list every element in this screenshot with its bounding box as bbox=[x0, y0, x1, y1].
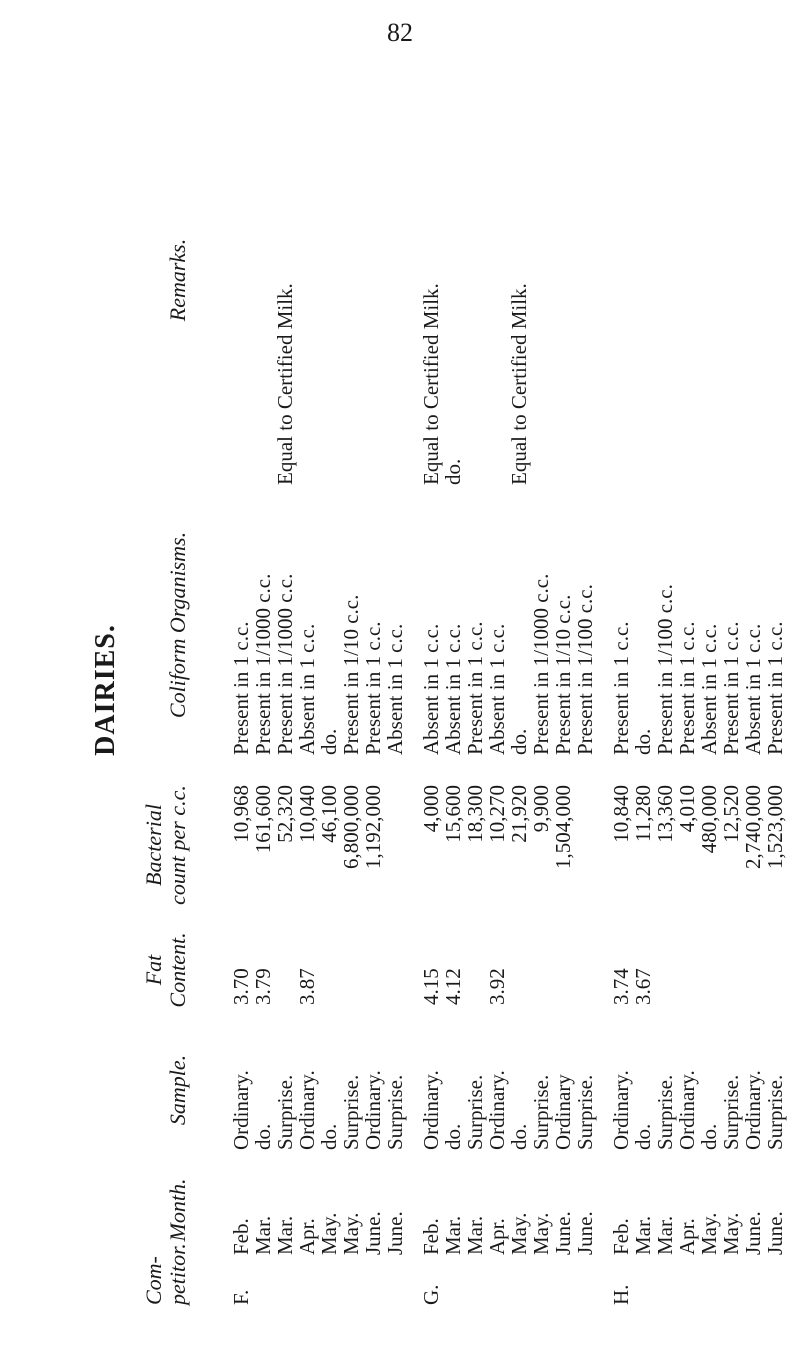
month-cell: Mar. bbox=[251, 1215, 275, 1255]
month-cell: June. bbox=[383, 1211, 407, 1255]
coliform-cell: Present in 1 c.c. bbox=[463, 621, 487, 755]
coliform-cell: Present in 1 c.c. bbox=[763, 621, 787, 755]
fat-content-cell: 3.70 bbox=[229, 968, 253, 1005]
sample-cell: Surprise. bbox=[763, 1074, 787, 1150]
table-row bbox=[632, 75, 654, 1305]
coliform-cell: Absent in 1 c.c. bbox=[383, 623, 407, 755]
table-row bbox=[508, 75, 530, 1305]
coliform-cell: Present in 1/10 c.c. bbox=[339, 594, 363, 755]
coliform-cell: Present in 1/100 c.c. bbox=[653, 584, 677, 755]
coliform-cell: Present in 1/10 c.c. bbox=[551, 594, 575, 755]
bacterial-count-cell: 21,920 bbox=[507, 785, 531, 843]
coliform-cell: Absent in 1 c.c. bbox=[485, 623, 509, 755]
table-row bbox=[318, 75, 340, 1305]
sample-cell: Surprise. bbox=[339, 1074, 363, 1150]
bacterial-count-cell: 10,968 bbox=[229, 785, 253, 843]
month-cell: Mar. bbox=[653, 1215, 677, 1255]
table-row bbox=[610, 75, 632, 1305]
sample-cell: do. bbox=[251, 1123, 275, 1150]
bacterial-count-cell: 15,600 bbox=[441, 785, 465, 843]
table-row bbox=[420, 75, 442, 1305]
fat-content-cell: 3.74 bbox=[609, 968, 633, 1005]
bacterial-count-cell: 10,270 bbox=[485, 785, 509, 843]
sample-cell: do. bbox=[631, 1123, 655, 1150]
bacterial-count-cell: 1,523,000 bbox=[763, 785, 787, 869]
sample-cell: do. bbox=[441, 1123, 465, 1150]
coliform-cell: Present in 1/1000 c.c. bbox=[251, 573, 275, 755]
month-cell: June. bbox=[763, 1211, 787, 1255]
coliform-cell: Present in 1 c.c. bbox=[675, 621, 699, 755]
sample-cell: Ordinary. bbox=[609, 1070, 633, 1150]
sample-cell: Surprise. bbox=[573, 1074, 597, 1150]
month-cell: June. bbox=[551, 1211, 575, 1255]
month-cell: Apr. bbox=[675, 1218, 699, 1255]
sample-cell: Surprise. bbox=[653, 1074, 677, 1150]
sample-cell: Ordinary. bbox=[485, 1070, 509, 1150]
bacterial-count-cell: 10,840 bbox=[609, 785, 633, 843]
competitor-group bbox=[230, 75, 406, 1305]
coliform-cell: Present in 1 c.c. bbox=[719, 621, 743, 755]
table-row bbox=[442, 75, 464, 1305]
competitor-cell: H. bbox=[609, 1284, 633, 1305]
table-row bbox=[362, 75, 384, 1305]
sample-cell: Ordinary. bbox=[741, 1070, 765, 1150]
bacterial-count-cell: 161,600 bbox=[251, 785, 275, 854]
header-bacterial-line1: Bacterial bbox=[141, 804, 166, 886]
table-row bbox=[252, 75, 274, 1305]
sample-cell: Surprise. bbox=[463, 1074, 487, 1150]
sample-cell: Ordinary. bbox=[295, 1070, 319, 1150]
coliform-cell: do. bbox=[317, 728, 341, 755]
table-row bbox=[340, 75, 362, 1305]
bacterial-count-cell: 1,504,000 bbox=[551, 785, 575, 869]
month-cell: Apr. bbox=[295, 1218, 319, 1255]
remarks-cell: Equal to Certified Milk. bbox=[507, 283, 531, 485]
bacterial-count-cell: 52,320 bbox=[273, 785, 297, 843]
bacterial-count-cell: 46,100 bbox=[317, 785, 341, 843]
table-row bbox=[676, 75, 698, 1305]
coliform-cell: Absent in 1 c.c. bbox=[441, 623, 465, 755]
header-month: Month. bbox=[165, 1178, 190, 1242]
coliform-cell: Present in 1 c.c. bbox=[609, 621, 633, 755]
coliform-cell: Absent in 1 c.c. bbox=[697, 623, 721, 755]
coliform-cell: Present in 1 c.c. bbox=[361, 621, 385, 755]
sample-cell: Surprise. bbox=[719, 1074, 743, 1150]
bacterial-count-cell: 4,000 bbox=[419, 785, 443, 833]
month-cell: June. bbox=[741, 1211, 765, 1255]
table-row bbox=[230, 75, 252, 1305]
bacterial-count-cell: 18,300 bbox=[463, 785, 487, 843]
sample-cell: Ordinary. bbox=[419, 1070, 443, 1150]
month-cell: June. bbox=[573, 1211, 597, 1255]
sample-cell: do. bbox=[697, 1123, 721, 1150]
page-number: 82 bbox=[387, 18, 413, 47]
sample-cell: Surprise. bbox=[529, 1074, 553, 1150]
fat-content-cell: 3.92 bbox=[485, 968, 509, 1005]
sample-cell: Surprise. bbox=[383, 1074, 407, 1150]
header-competitor bbox=[141, 1243, 190, 1305]
competitor-cell: F. bbox=[229, 1289, 253, 1305]
bacterial-count-cell: 4,010 bbox=[675, 785, 699, 833]
remarks-cell: Equal to Certified Milk. bbox=[419, 283, 443, 485]
table-title: DAIRIES. bbox=[90, 624, 121, 756]
fat-content-cell: 3.67 bbox=[631, 968, 655, 1005]
header-coliform: Coliform Organisms. bbox=[165, 531, 190, 719]
competitor-cell: G. bbox=[419, 1284, 443, 1305]
table-row bbox=[530, 75, 552, 1305]
sample-cell: do. bbox=[507, 1123, 531, 1150]
month-cell: Feb. bbox=[419, 1218, 443, 1255]
month-cell: May. bbox=[719, 1212, 743, 1255]
header-sample: Sample. bbox=[165, 1054, 190, 1126]
month-cell: Mar. bbox=[463, 1215, 487, 1255]
bacterial-count-cell: 480,000 bbox=[697, 785, 721, 854]
sample-cell: Ordinary. bbox=[229, 1070, 253, 1150]
table-row bbox=[764, 75, 786, 1305]
table-row bbox=[384, 75, 406, 1305]
bacterial-count-cell: 9,900 bbox=[529, 785, 553, 833]
bacterial-count-cell: 12,520 bbox=[719, 785, 743, 843]
header-competitor-line1: Com- bbox=[141, 1256, 166, 1305]
table-row bbox=[742, 75, 764, 1305]
fat-content-cell: 4.12 bbox=[441, 968, 465, 1005]
fat-content-cell: 4.15 bbox=[419, 968, 443, 1005]
header-competitor-line2: petitor. bbox=[165, 1243, 190, 1305]
header-fat bbox=[142, 930, 190, 1010]
month-cell: Mar. bbox=[273, 1215, 297, 1255]
month-cell: Apr. bbox=[485, 1218, 509, 1255]
month-cell: May. bbox=[507, 1212, 531, 1255]
coliform-cell: Present in 1/1000 c.c. bbox=[529, 573, 553, 755]
sample-cell: Surprise. bbox=[273, 1074, 297, 1150]
coliform-cell: Absent in 1 c.c. bbox=[295, 623, 319, 755]
bacterial-count-cell: 1,192,000 bbox=[361, 785, 385, 869]
header-fat-line2: Content. bbox=[165, 932, 190, 1008]
coliform-cell: Present in 1 c.c. bbox=[229, 621, 253, 755]
rotated-table bbox=[90, 75, 787, 1305]
coliform-cell: do. bbox=[507, 728, 531, 755]
table-row bbox=[464, 75, 486, 1305]
sample-cell: Ordinary. bbox=[361, 1070, 385, 1150]
month-cell: May. bbox=[697, 1212, 721, 1255]
table-row bbox=[698, 75, 720, 1305]
coliform-cell: do. bbox=[631, 728, 655, 755]
sample-cell: Ordinary bbox=[551, 1074, 575, 1150]
month-cell: May. bbox=[529, 1212, 553, 1255]
table-row bbox=[654, 75, 676, 1305]
table-row bbox=[552, 75, 574, 1305]
header-remarks: Remarks. bbox=[165, 238, 190, 322]
fat-content-cell: 3.87 bbox=[295, 968, 319, 1005]
bacterial-count-cell: 2,740,000 bbox=[741, 785, 765, 869]
table-row bbox=[274, 75, 296, 1305]
month-cell: May. bbox=[317, 1212, 341, 1255]
sample-cell: Ordinary. bbox=[675, 1070, 699, 1150]
competitor-group bbox=[610, 75, 786, 1305]
header-bacterial bbox=[142, 770, 190, 920]
month-cell: June. bbox=[361, 1211, 385, 1255]
bacterial-count-cell: 13,360 bbox=[653, 785, 677, 843]
bacterial-count-cell: 6,800,000 bbox=[339, 785, 363, 869]
fat-content-cell: 3.79 bbox=[251, 968, 275, 1005]
coliform-cell: Absent in 1 c.c. bbox=[419, 623, 443, 755]
bacterial-count-cell: 11,280 bbox=[631, 785, 655, 842]
table-row bbox=[574, 75, 596, 1305]
month-cell: Feb. bbox=[609, 1218, 633, 1255]
month-cell: Feb. bbox=[229, 1218, 253, 1255]
coliform-cell: Absent in 1 c.c. bbox=[741, 623, 765, 755]
coliform-cell: Present in 1/1000 c.c. bbox=[273, 573, 297, 755]
bacterial-count-cell: 10,040 bbox=[295, 785, 319, 843]
header-bacterial-line2: count per c.c. bbox=[165, 785, 190, 905]
month-cell: Mar. bbox=[631, 1215, 655, 1255]
remarks-cell: Equal to Certified Milk. bbox=[273, 283, 297, 485]
competitor-group bbox=[420, 75, 596, 1305]
table-row bbox=[486, 75, 508, 1305]
month-cell: May. bbox=[339, 1212, 363, 1255]
table-row bbox=[720, 75, 742, 1305]
coliform-cell: Present in 1/100 c.c. bbox=[573, 584, 597, 755]
month-cell: Mar. bbox=[441, 1215, 465, 1255]
table-row bbox=[296, 75, 318, 1305]
remarks-cell: do. bbox=[441, 458, 465, 485]
sample-cell: do. bbox=[317, 1123, 341, 1150]
header-fat-line1: Fat bbox=[141, 954, 166, 986]
